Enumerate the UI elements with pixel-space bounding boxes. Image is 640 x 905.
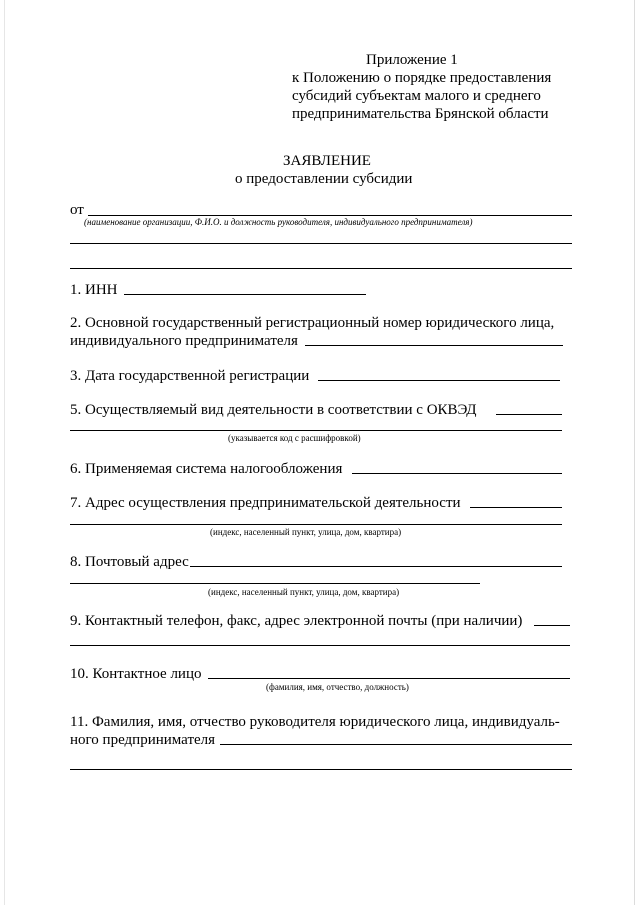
business-address-label: 7. Адрес осуществления предпринимательской деятельности [70,495,461,511]
reg-date-label: 3. Дата государственной регистрации [70,368,310,384]
appendix-ref-line3: предпринимательства Брянской области [292,106,549,122]
tax-system-field[interactable] [352,473,562,474]
head-name-label-line1: 11. Фамилия, имя, отчество руководителя юридического лица, индивидуаль- [70,714,560,730]
okved-caption: (указывается код с расшифровкой) [228,433,361,443]
from-label: от [70,202,84,218]
scan-edge-right [634,0,635,905]
document-title: ЗАЯВЛЕНИЕ [283,153,371,169]
ogrn-label-line2: индивидуального предпринимателя [70,333,298,349]
inn-field[interactable] [124,294,366,295]
okved-field-line2[interactable] [70,430,562,431]
ogrn-field[interactable] [305,345,563,346]
business-address-caption: (индекс, населенный пункт, улица, дом, квартира) [210,527,402,537]
from-caption: (наименование организации, Ф.И.О. и должность руководителя, индивидуального предпринимателя) [84,217,473,227]
from-field-line2[interactable] [70,243,572,244]
ogrn-label-line1: 2. Основной государственный регистрационный номер юридического лица, [70,315,555,331]
appendix-ref-line1: к Положению о порядке предоставления [292,70,552,86]
okved-field[interactable] [496,414,562,415]
business-address-field-line2[interactable] [70,524,562,525]
document-subtitle: о предоставлении субсидии [235,171,413,187]
contact-person-caption: (фамилия, имя, отчество, должность) [266,682,409,692]
contact-person-field[interactable] [208,678,570,679]
head-name-field[interactable] [220,744,572,745]
postal-address-field-line2[interactable] [70,583,480,584]
postal-address-caption: (индекс, населенный пункт, улица, дом, квартира) [208,587,400,597]
scan-edge-left [4,0,5,905]
contact-person-label: 10. Контактное лицо [70,666,202,682]
contacts-field[interactable] [534,625,570,626]
head-name-field-line2[interactable] [70,769,572,770]
head-name-label-line2: ного предпринимателя [70,732,216,748]
contacts-label: 9. Контактный телефон, факс, адрес электронной почты (при наличии) [70,613,523,629]
appendix-ref-line2: субсидий субъектам малого и среднего [292,88,541,104]
inn-label: 1. ИНН [70,282,118,298]
tax-system-label: 6. Применяемая система налогообложения [70,461,343,477]
contacts-field-line2[interactable] [70,645,570,646]
okved-label: 5. Осуществляемый вид деятельности в соответствии с ОКВЭД [70,402,477,418]
appendix-number: Приложение 1 [366,52,458,68]
business-address-field[interactable] [470,507,562,508]
postal-address-label: 8. Почтовый адрес [70,554,189,570]
from-field[interactable] [88,215,572,216]
from-field-line3[interactable] [70,268,572,269]
postal-address-field[interactable] [190,566,562,567]
reg-date-field[interactable] [318,380,560,381]
